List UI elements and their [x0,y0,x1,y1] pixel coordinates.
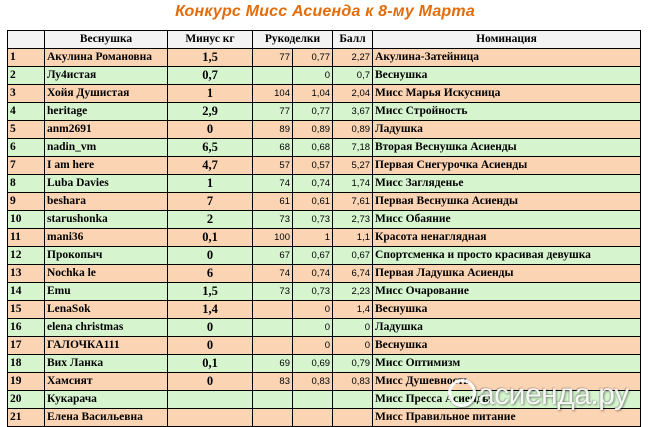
cell-handicrafts-score: 0 [293,337,333,355]
cell-minus-kg: 4,7 [168,157,253,175]
cell-number: 10 [8,211,45,229]
cell-handicrafts-score: 0,74 [293,265,333,283]
cell-name: elena christmas [45,319,168,337]
table-row [8,283,641,301]
cell-number: 19 [8,373,45,391]
cell-minus-kg: 0 [168,337,253,355]
cell-number: 18 [8,355,45,373]
cell-number: 21 [8,409,45,427]
cell-number: 14 [8,283,45,301]
cell-minus-kg: 0,7 [168,67,253,85]
table-row [8,157,641,175]
cell-nomination: Мисс Правильное питание [373,409,641,427]
cell-handicrafts-score: 0 [293,319,333,337]
cell-score: 2,73 [333,211,373,229]
cell-minus-kg: 2 [168,211,253,229]
cell-score: 0 [333,319,373,337]
watermark [448,378,629,412]
cell-number: 2 [8,67,45,85]
watermark-logo-icon [448,379,476,407]
cell-number: 20 [8,391,45,409]
cell-nomination: Мисс Стройность [373,103,641,121]
cell-minus-kg: 1 [168,175,253,193]
cell-minus-kg: 0 [168,121,253,139]
cell-minus-kg [168,391,253,409]
cell-handicrafts-score: 0,73 [293,211,333,229]
table-row [8,355,641,373]
table-body [8,49,641,427]
cell-handicrafts-score [293,391,333,409]
cell-handicrafts-score: 1 [293,229,333,247]
cell-score: 2,23 [333,283,373,301]
cell-name: starushonka [45,211,168,229]
cell-name: Лу4истая [45,67,168,85]
cell-number: 3 [8,85,45,103]
cell-name: Вих Ланка [45,355,168,373]
cell-handicrafts: 104 [253,85,293,103]
cell-number: 4 [8,103,45,121]
cell-handicrafts [253,301,293,319]
cell-score: 7,18 [333,139,373,157]
cell-number: 17 [8,337,45,355]
cell-minus-kg: 0 [168,373,253,391]
cell-handicrafts: 83 [253,373,293,391]
table-row [8,211,641,229]
header-nomination: Номинация [373,31,641,49]
cell-handicrafts: 68 [253,139,293,157]
cell-number: 8 [8,175,45,193]
cell-handicrafts: 73 [253,283,293,301]
cell-name: Emu [45,283,168,301]
table-row [8,193,641,211]
table-header-row [8,31,641,49]
cell-nomination: Мисс Пресса Асиенды [373,391,641,409]
cell-nomination: Мисс Загляденье [373,175,641,193]
table-row [8,175,641,193]
cell-name: Елена Васильевна [45,409,168,427]
table-row [8,229,641,247]
table-row [8,265,641,283]
cell-score: 6,74 [333,265,373,283]
cell-minus-kg [168,409,253,427]
header-name: Веснушка [45,31,168,49]
cell-number: 15 [8,301,45,319]
cell-minus-kg: 0 [168,247,253,265]
cell-handicrafts: 73 [253,211,293,229]
header-number [8,31,45,49]
table-row [8,247,641,265]
table-row [8,139,641,157]
cell-handicrafts-score: 0,69 [293,355,333,373]
cell-name: Хойя Душистая [45,85,168,103]
cell-handicrafts-score: 0,73 [293,283,333,301]
cell-name: ГАЛОЧКА111 [45,337,168,355]
cell-name: beshara [45,193,168,211]
cell-handicrafts-score: 0,83 [293,373,333,391]
cell-number: 5 [8,121,45,139]
cell-minus-kg: 6,5 [168,139,253,157]
table-row [8,121,641,139]
cell-score [333,391,373,409]
cell-handicrafts: 74 [253,175,293,193]
cell-handicrafts: 67 [253,247,293,265]
watermark-text: асиенда.ру [478,378,629,411]
cell-nomination: Ладушка [373,319,641,337]
cell-score: 3,67 [333,103,373,121]
cell-number: 6 [8,139,45,157]
cell-handicrafts-score: 0,57 [293,157,333,175]
cell-nomination: Веснушка [373,301,641,319]
cell-number: 13 [8,265,45,283]
cell-minus-kg: 1 [168,85,253,103]
cell-nomination: Веснушка [373,67,641,85]
cell-minus-kg: 6 [168,265,253,283]
cell-score: 0,67 [333,247,373,265]
cell-score: 2,27 [333,49,373,67]
cell-handicrafts-score: 0 [293,67,333,85]
cell-name: Хамсият [45,373,168,391]
cell-number: 7 [8,157,45,175]
cell-number: 9 [8,193,45,211]
table-row [8,49,641,67]
cell-nomination: Первая Снегурочка Асиенды [373,157,641,175]
cell-number: 12 [8,247,45,265]
cell-number: 11 [8,229,45,247]
cell-handicrafts: 69 [253,355,293,373]
cell-nomination: Мисс Оптимизм [373,355,641,373]
cell-handicrafts-score: 0,77 [293,49,333,67]
cell-name: Кукарача [45,391,168,409]
cell-score: 0,7 [333,67,373,85]
cell-name: LenaSok [45,301,168,319]
table-row [8,67,641,85]
cell-handicrafts [253,337,293,355]
cell-handicrafts [253,391,293,409]
cell-handicrafts-score: 0,67 [293,247,333,265]
cell-minus-kg: 0,1 [168,355,253,373]
cell-handicrafts [253,67,293,85]
cell-score: 2,04 [333,85,373,103]
cell-score: 0,83 [333,373,373,391]
cell-name: Акулина Романовна [45,49,168,67]
cell-handicrafts [253,409,293,427]
cell-handicrafts-score: 0,89 [293,121,333,139]
table-row [8,103,641,121]
cell-nomination: Красота ненаглядная [373,229,641,247]
cell-handicrafts-score: 1,04 [293,85,333,103]
cell-name: Nochka le [45,265,168,283]
table-row [8,301,641,319]
cell-nomination: Мисс Душевность [373,373,641,391]
cell-minus-kg: 0,1 [168,229,253,247]
results-table [7,30,641,427]
cell-nomination: Мисс Марья Искусница [373,85,641,103]
cell-handicrafts-score: 0,68 [293,139,333,157]
cell-score: 1,74 [333,175,373,193]
cell-minus-kg: 7 [168,193,253,211]
cell-handicrafts-score: 0 [293,301,333,319]
cell-nomination: Мисс Очарование [373,283,641,301]
table-row [8,85,641,103]
cell-nomination: Вторая Веснушка Асиенды [373,139,641,157]
cell-nomination: Первая Ладушка Асиенды [373,265,641,283]
table-row [8,337,641,355]
cell-score [333,409,373,427]
cell-handicrafts-score: 0,74 [293,175,333,193]
cell-handicrafts: 77 [253,49,293,67]
header-handicrafts: Рукоделки [253,31,333,49]
cell-handicrafts: 77 [253,103,293,121]
cell-name: anm2691 [45,121,168,139]
cell-nomination: Первая Веснушка Асиенды [373,193,641,211]
cell-name: heritage [45,103,168,121]
cell-handicrafts: 61 [253,193,293,211]
cell-handicrafts: 74 [253,265,293,283]
cell-minus-kg: 1,5 [168,283,253,301]
cell-name: Luba Davies [45,175,168,193]
cell-score: 7,61 [333,193,373,211]
page-title: Конкурс Мисс Асиенда к 8-му Марта [175,3,475,20]
cell-handicrafts: 57 [253,157,293,175]
cell-score: 0,89 [333,121,373,139]
header-minus-kg: Минус кг [168,31,253,49]
cell-minus-kg: 1,4 [168,301,253,319]
cell-nomination: Спортсменка и просто красивая девушка [373,247,641,265]
header-score: Балл [333,31,373,49]
cell-handicrafts [253,319,293,337]
cell-name: I am here [45,157,168,175]
cell-score: 1,1 [333,229,373,247]
cell-nomination: Акулина-Затейница [373,49,641,67]
cell-handicrafts-score [293,409,333,427]
cell-handicrafts-score: 0,61 [293,193,333,211]
table-row [8,319,641,337]
cell-nomination: Ладушка [373,121,641,139]
cell-nomination: Мисс Обаяние [373,211,641,229]
cell-minus-kg: 0 [168,319,253,337]
cell-handicrafts: 89 [253,121,293,139]
cell-name: mani36 [45,229,168,247]
cell-minus-kg: 2,9 [168,103,253,121]
cell-score: 5,27 [333,157,373,175]
cell-nomination: Веснушка [373,337,641,355]
cell-number: 1 [8,49,45,67]
cell-score: 1,4 [333,301,373,319]
cell-handicrafts: 100 [253,229,293,247]
cell-score: 0,79 [333,355,373,373]
cell-score: 0 [333,337,373,355]
cell-name: Прокопыч [45,247,168,265]
cell-minus-kg: 1,5 [168,49,253,67]
cell-number: 16 [8,319,45,337]
cell-handicrafts-score: 0,77 [293,103,333,121]
cell-name: nadin_vm [45,139,168,157]
